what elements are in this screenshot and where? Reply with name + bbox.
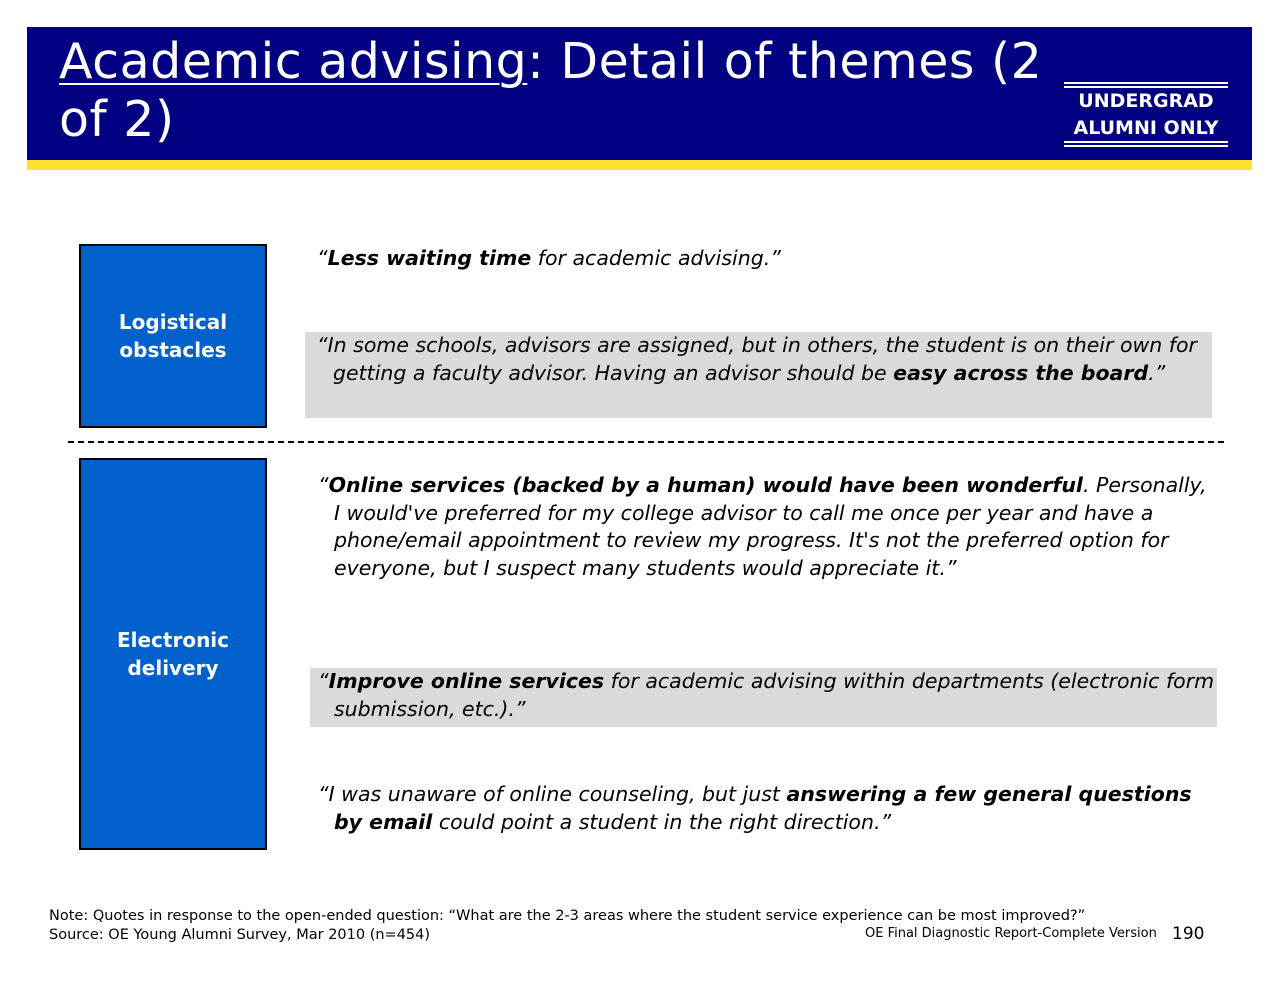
quote-text: “In some schools, advisors are assigned, but in others, the student is on their own for getting a faculty advisor. Having an advisor should be [317,333,1197,385]
section-divider [68,441,1224,443]
badge-rule-top-1 [1064,82,1228,84]
quote-advisor-assignment [305,332,1212,418]
quote-text: for academic advising within departments (electronic form submission, etc.).” [334,669,1215,721]
page-title-topic: Academic advising [59,33,528,90]
badge-rule-bottom-1 [1064,141,1228,143]
quote-emphasis: Less waiting time [327,246,532,270]
quote-text-end: .” [1148,360,1166,385]
quote-emphasis: answering a few general questions by email [334,782,1192,834]
quote-less-waiting-time [317,245,1197,273]
quote-text: . Personally, I would've preferred for my college advisor to call me once per year and have a phone/email appointment to review my progress. It's not the preferred option for everyone, but I suspect many students would appreciate it.” [334,473,1207,580]
badge-line-2: ALUMNI ONLY [1073,117,1219,139]
quote-email-questions [317,781,1197,836]
quote-emphasis: Improve online services [328,669,605,693]
footnote-source: Source: OE Young Alumni Survey, Mar 2010 (n=454) [49,927,431,943]
quote-open-mark: “ [317,246,328,270]
quote-open-mark: “ [318,473,329,497]
quote-text-end: could point a student in the right direction.” [432,809,892,834]
footnote-note: Note: Quotes in response to the open-ended question: “What are the 2-3 areas where the student service experience can be most improved?” [49,908,1086,924]
page-number: 190 [1172,924,1205,944]
category-label: Electronic delivery [116,628,230,680]
category-electronic-delivery [79,458,267,850]
badge-rule-top-2 [1064,86,1228,88]
quote-text: “I was unaware of online counseling, but just [318,782,787,806]
quote-online-services-human [317,472,1207,582]
quote-improve-online-services [310,668,1217,727]
page-title-detail: : Detail of themes (2 of 2) [59,33,1043,148]
quote-emphasis: Online services (backed by a human) would have been wonderful [328,473,1083,497]
category-logistical-obstacles [79,244,267,428]
badge-rule-bottom-2 [1064,145,1228,147]
audience-badge [1055,82,1237,148]
badge-line-1: UNDERGRAD [1078,90,1214,112]
quote-text: for academic advising.” [531,246,781,270]
quote-open-mark: “ [318,669,329,693]
title-banner-stripe [27,160,1252,170]
quote-emphasis: easy across the board [893,360,1149,385]
category-label: Logistical obstacles [118,310,228,362]
report-name: OE Final Diagnostic Report-Complete Version [865,926,1157,941]
page-title [59,33,1049,149]
